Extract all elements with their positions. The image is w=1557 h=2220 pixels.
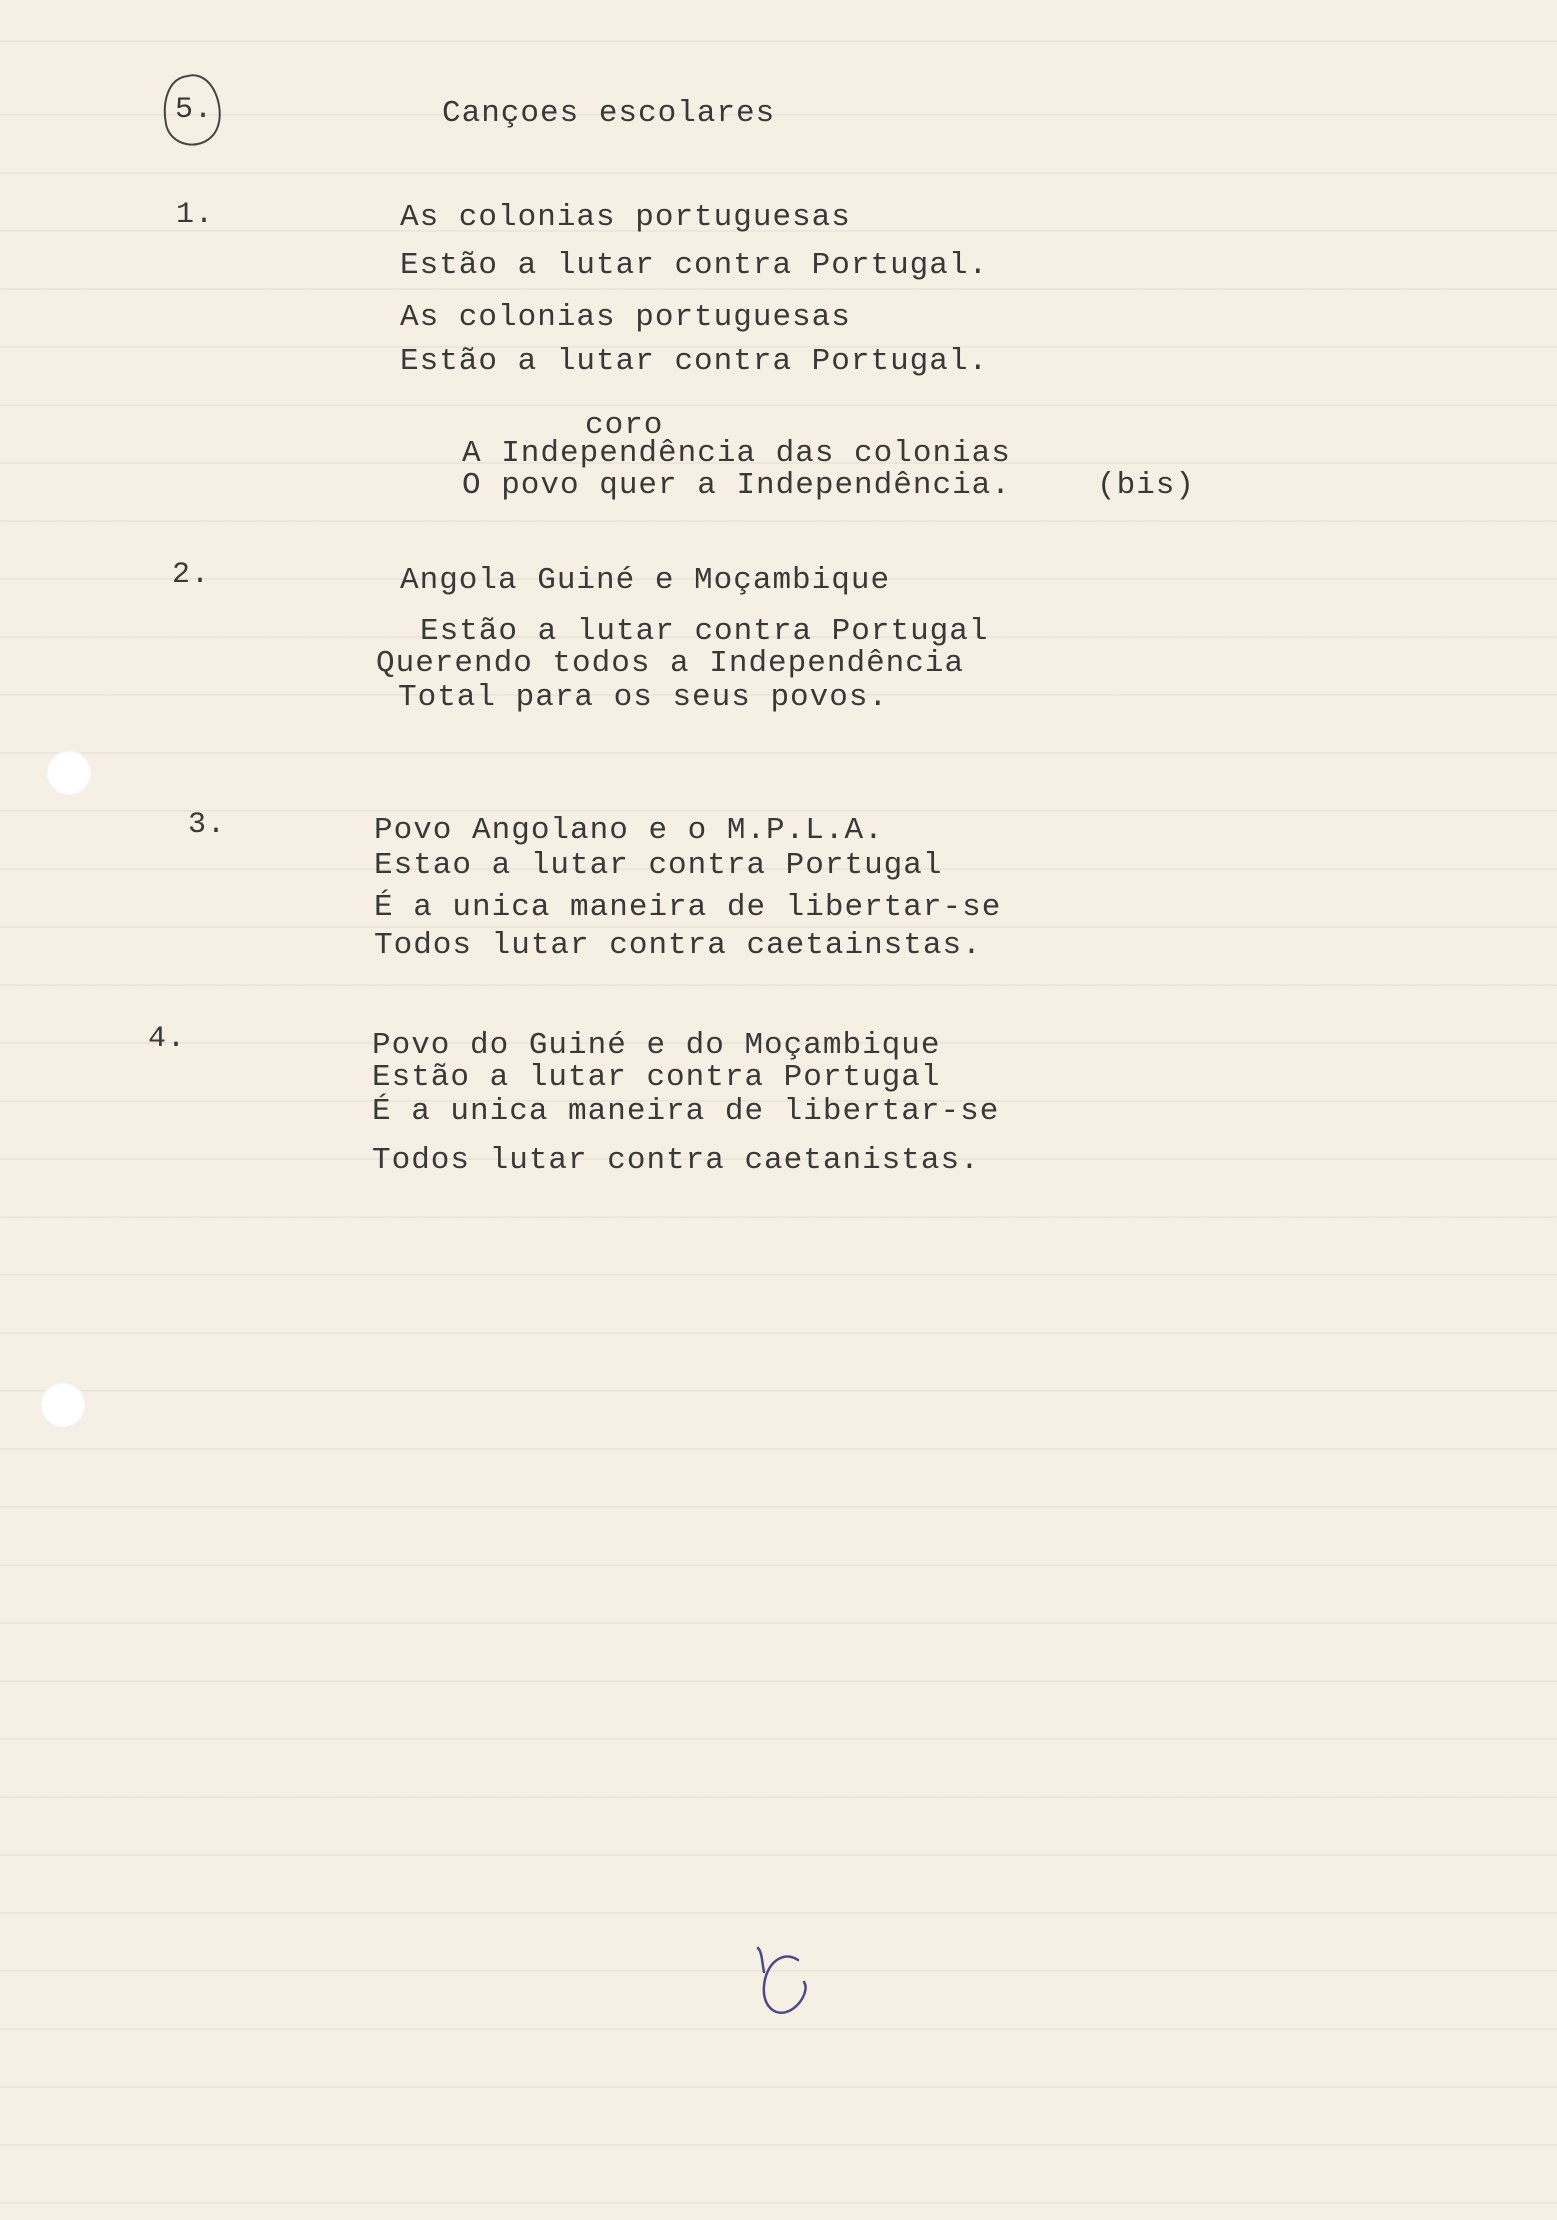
song-1-chorus-label: coro (585, 408, 664, 443)
song-1-number: 1. (176, 198, 215, 232)
song-3-line-3: É a unica maneira de libertar-se (374, 890, 1002, 925)
page-number: 5. (175, 93, 214, 127)
song-1-line-1: As colonias portuguesas (400, 200, 851, 235)
song-2-line-2: Estão a lutar contra Portugal (420, 614, 989, 649)
song-1-repeat-mark: (bis) (1097, 468, 1196, 503)
song-4-number: 4. (148, 1022, 187, 1056)
song-2-line-1: Angola Guiné e Moçambique (400, 563, 891, 598)
song-3-line-4: Todos lutar contra caetainstas. (374, 928, 982, 963)
song-3-line-1: Povo Angolano e o M.P.L.A. (374, 813, 884, 848)
song-3-number: 3. (188, 808, 227, 842)
song-2-number: 2. (172, 558, 211, 592)
song-1-line-4: Estão a lutar contra Portugal. (400, 344, 989, 379)
song-4-line-2: Estão a lutar contra Portugal (372, 1060, 941, 1095)
page-title: Cançoes escolares (442, 96, 776, 131)
song-1-line-3: As colonias portuguesas (400, 300, 851, 335)
song-4-line-4: Todos lutar contra caetanistas. (372, 1143, 980, 1178)
song-2-line-3: Querendo todos a Independência (376, 646, 965, 681)
song-1-chorus-line-1: A Independência das colonias (462, 436, 1011, 471)
song-3-line-2: Estao a lutar contra Portugal (374, 848, 943, 883)
song-4-line-1: Povo do Guiné e do Moçambique (372, 1028, 941, 1063)
punch-hole-bottom (40, 1382, 86, 1428)
song-1-chorus-line-2: O povo quer a Independência. (462, 468, 1011, 503)
punch-hole-top (46, 750, 92, 796)
song-1-line-2: Estão a lutar contra Portugal. (400, 248, 989, 283)
song-4-line-3: É a unica maneira de libertar-se (372, 1094, 1000, 1129)
handwritten-initial (748, 1942, 818, 2032)
song-2-line-4: Total para os seus povos. (398, 680, 889, 715)
